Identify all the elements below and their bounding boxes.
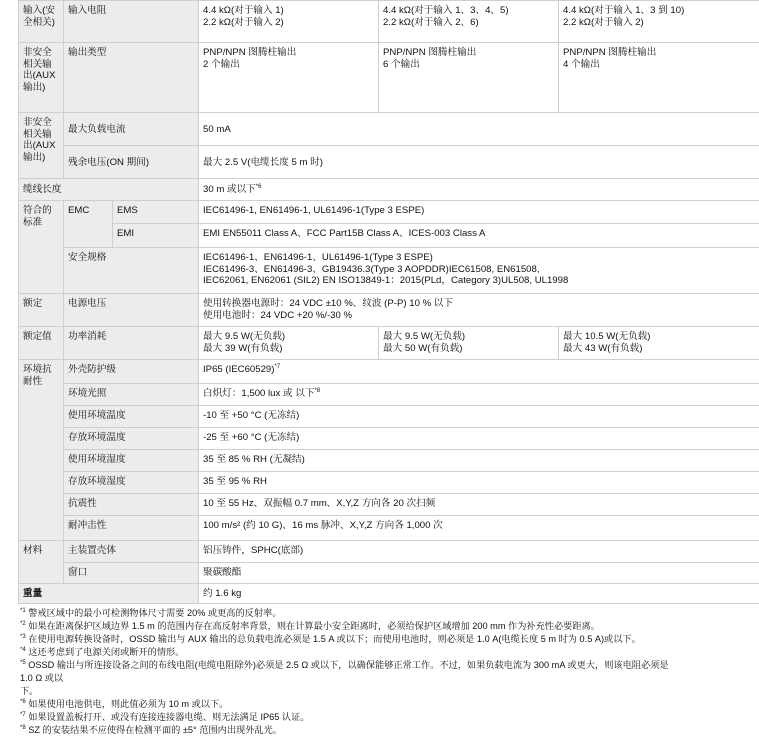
footnote-text: 这还考虑到了电源关闭或断开的情形。 bbox=[28, 647, 185, 657]
value-power-c3 bbox=[559, 327, 759, 360]
footnote bbox=[20, 607, 740, 620]
row-material-housing bbox=[19, 541, 759, 563]
value-env: -10 至 +50 °C (无冻结) bbox=[199, 406, 759, 428]
footnote-mark: *7 bbox=[20, 711, 26, 718]
category-aux-output: 非安全相关输出(AUX 输出) bbox=[19, 43, 64, 113]
value-input-c1 bbox=[199, 1, 379, 43]
value-output-c1 bbox=[199, 43, 379, 113]
footnote-text: 1.0 Ω 或以 bbox=[20, 673, 64, 683]
row-material-window bbox=[19, 563, 759, 584]
category-environment: 环境抗耐性 bbox=[19, 360, 64, 541]
footnote-mark: *2 bbox=[20, 620, 26, 627]
footnote-mark: *5 bbox=[20, 659, 26, 666]
value-line: IEC62061, EN62061 (SIL2) EN ISO13849-1：2015(PLd，Category 3)UL508, UL1998 bbox=[203, 275, 569, 286]
value-power-c2 bbox=[379, 327, 559, 360]
value-line: 使用电池时：24 VDC +20 %/-30 % bbox=[203, 309, 353, 321]
value-env: -25 至 +60 °C (无冻结) bbox=[199, 428, 759, 450]
row-ems bbox=[19, 201, 759, 224]
label-emc: EMC bbox=[64, 201, 113, 248]
label-power-consumption: 功率消耗 bbox=[64, 327, 199, 360]
row-power-voltage bbox=[19, 294, 759, 327]
category-input: 输入(安全相关) bbox=[19, 1, 64, 43]
row-residual-voltage bbox=[19, 146, 759, 179]
value-line: 4.4 kΩ(对于输入 1、3、4、5) bbox=[383, 5, 509, 16]
footnote bbox=[20, 620, 740, 633]
footnote-mark: *4 bbox=[20, 646, 26, 653]
value-line: PNP/NPN 图腾柱输出 bbox=[563, 47, 657, 58]
value-safety bbox=[199, 248, 759, 294]
footnote-text: OSSD 输出与所连接设备之间的布线电阻(电缆电阻除外)必须是 2.5 Ω 或以下，以确保能够正常工作。不过，如果负载电流为 300 mA 或更大，则该电阻必须是 bbox=[28, 660, 669, 670]
value-line: 使用转换器电源时：24 VDC ±10 %、纹波 (P-P) 10 % 以下 bbox=[203, 298, 453, 309]
footnote-text: SZ 的安装结果不应使得在检测平面的 ±5° 范围内出现外乱光。 bbox=[28, 725, 282, 735]
label-env: 耐冲击性 bbox=[64, 516, 199, 541]
row-cable-length bbox=[19, 179, 759, 201]
label-env: 存放环境湿度 bbox=[64, 472, 199, 494]
value-line: 最大 39 W(有负载) bbox=[203, 342, 283, 354]
label-env: 外壳防护级 bbox=[64, 360, 199, 384]
value-input-c2 bbox=[379, 1, 559, 43]
value-line: 最大 50 W(有负载) bbox=[383, 342, 463, 354]
value-line: 4.4 kΩ(对于输入 1、3 到 10) bbox=[563, 5, 685, 16]
footnote-mark: *3 bbox=[20, 633, 26, 640]
label-emi: EMI bbox=[113, 224, 199, 248]
value-env bbox=[199, 384, 759, 406]
value-residual-voltage: 最大 2.5 V(电缆长度 5 m 时) bbox=[199, 146, 759, 179]
value-env bbox=[199, 360, 759, 384]
value-line: 6 个输出 bbox=[383, 58, 420, 70]
label-output-type: 输出类型 bbox=[64, 43, 199, 113]
label-env: 抗震性 bbox=[64, 494, 199, 516]
value-output-c2 bbox=[379, 43, 559, 113]
label-main-housing: 主装置壳体 bbox=[64, 541, 199, 563]
value-env: 100 m/s² (约 10 G)、16 ms 脉冲、X,Y,Z 方向各 1,000 次 bbox=[199, 516, 759, 541]
value-output-c3 bbox=[559, 43, 759, 113]
row-power-consumption bbox=[19, 327, 759, 360]
row-env-storage-humidity bbox=[19, 472, 759, 494]
value-main-housing: 铝压铸件，SPHC(底部) bbox=[199, 541, 759, 563]
value-line: 4.4 kΩ(对于输入 1) bbox=[203, 5, 284, 16]
footnote bbox=[20, 633, 740, 646]
footnote bbox=[20, 724, 740, 737]
category-aux-output-2: 非安全相关输出(AUX 输出) bbox=[19, 113, 64, 179]
category-standards: 符合的标准 bbox=[19, 201, 64, 294]
footnote bbox=[20, 646, 740, 659]
value-weight: 约 1.6 kg bbox=[199, 584, 759, 604]
value-input-c3 bbox=[559, 1, 759, 43]
cable-length-text: 30 m 或以下 bbox=[203, 184, 256, 196]
footnote-text: 如果使用电池供电，则此值必须为 10 m 或以下。 bbox=[28, 699, 229, 709]
row-output-type bbox=[19, 43, 759, 113]
footnote-text: 在使用电源转换设备时，OSSD 输出与 AUX 输出的总负载电流必须是 1.5 A 或以下；而使用电池时，则必须是 1.0 A(电缆长度 5 m 时为 0.5 A)或以下。 bbox=[28, 634, 641, 644]
value-power-voltage bbox=[199, 294, 759, 327]
row-env-protection bbox=[19, 360, 759, 384]
label-env: 使用环境湿度 bbox=[64, 450, 199, 472]
value-window: 聚碳酸酯 bbox=[199, 563, 759, 584]
footnote-mark: *8 bbox=[20, 724, 26, 731]
footnote-mark: *1 bbox=[20, 607, 26, 614]
value-env: 35 至 85 % RH (无凝结) bbox=[199, 450, 759, 472]
value-line: 最大 9.5 W(无负载) bbox=[203, 331, 286, 342]
row-emi bbox=[19, 224, 759, 248]
footnote-continuation bbox=[20, 672, 740, 685]
value-env: 10 至 55 Hz、双振幅 0.7 mm、X,Y,Z 方向各 20 次扫频 bbox=[199, 494, 759, 516]
value-max-load: 50 mA bbox=[199, 113, 759, 146]
footnote bbox=[20, 698, 740, 711]
label-env: 使用环境温度 bbox=[64, 406, 199, 428]
category-rated: 额定 bbox=[19, 294, 64, 327]
value-cable-length bbox=[199, 179, 759, 201]
footnote bbox=[20, 711, 740, 724]
label-power-voltage: 电源电压 bbox=[64, 294, 199, 327]
label-ems: EMS bbox=[113, 201, 199, 224]
value-emi: EMI EN55011 Class A、FCC Part15B Class A、ICES-003 Class A bbox=[199, 224, 759, 248]
value-line: IEC61496-1、EN61496-1、UL61496-1(Type 3 ESPE) bbox=[203, 252, 433, 263]
footnote-text: 下。 bbox=[20, 686, 39, 696]
row-max-load bbox=[19, 113, 759, 146]
label-window: 窗口 bbox=[64, 563, 199, 584]
label-safety: 安全规格 bbox=[64, 248, 199, 294]
label-env: 存放环境温度 bbox=[64, 428, 199, 450]
label-residual-voltage: 残余电压(ON 期间) bbox=[64, 146, 199, 179]
footnote bbox=[20, 659, 740, 672]
row-env-ambient-light bbox=[19, 384, 759, 406]
label-input-resistance: 输入电阻 bbox=[64, 1, 199, 43]
footnote-mark: *6 bbox=[20, 698, 26, 705]
footnote-text: 警戒区域中的最小可检测物体尺寸需要 20% 或更高的反射率。 bbox=[28, 608, 282, 618]
value-text: 白炽灯：1,500 lux 或 以下 bbox=[203, 388, 315, 399]
footnote-text: 如果设置盖板打开、或没有连接连接器电缆、则无法满足 IP65 认证。 bbox=[28, 712, 310, 722]
label-weight: 重量 bbox=[19, 584, 199, 604]
row-env-operating-humidity bbox=[19, 450, 759, 472]
value-ems: IEC61496-1, EN61496-1, UL61496-1(Type 3 ESPE) bbox=[199, 201, 759, 224]
value-line: 2.2 kΩ(对于输入 2) bbox=[203, 16, 284, 28]
label-max-load: 最大负载电流 bbox=[64, 113, 199, 146]
value-line: PNP/NPN 图腾柱输出 bbox=[383, 47, 477, 58]
row-weight bbox=[19, 584, 759, 604]
category-material: 材料 bbox=[19, 541, 64, 584]
value-line: 4 个输出 bbox=[563, 58, 600, 70]
footnote-continuation bbox=[20, 685, 740, 698]
footnote-text: 如果在距离保护区域边界 1.5 m 的范围内存在高反射率背景，则在计算最小安全距离时，必须给保护区域增加 200 mm 作为补充性必要距离。 bbox=[28, 621, 600, 631]
label-cable-length: 缆线长度 bbox=[19, 179, 199, 201]
value-line: 最大 10.5 W(无负载) bbox=[563, 331, 651, 342]
value-line: IEC61496-3、EN61496-3、GB19436.3(Type 3 AOPDDR)IEC61508, EN61508, bbox=[203, 263, 540, 275]
footnote-ref: *6 bbox=[255, 184, 262, 191]
value-power-c1 bbox=[199, 327, 379, 360]
row-env-storage-temp bbox=[19, 428, 759, 450]
row-env-vibration bbox=[19, 494, 759, 516]
value-env: 35 至 95 % RH bbox=[199, 472, 759, 494]
row-input-resistance bbox=[19, 1, 759, 43]
footnote-ref: *7 bbox=[274, 363, 281, 370]
value-line: 最大 9.5 W(无负载) bbox=[383, 331, 466, 342]
value-text: IP65 (IEC60529) bbox=[203, 364, 275, 375]
row-safety bbox=[19, 248, 759, 294]
spec-table bbox=[18, 0, 759, 604]
value-line: 2.2 kΩ(对于输入 2) bbox=[563, 16, 644, 28]
footnote-ref: *8 bbox=[314, 387, 321, 394]
category-rated-value: 额定值 bbox=[19, 327, 64, 360]
value-line: 最大 43 W(有负载) bbox=[563, 342, 643, 354]
value-line: 2 个输出 bbox=[203, 58, 240, 70]
value-line: 2.2 kΩ(对于输入 2、6) bbox=[383, 16, 479, 28]
label-env: 环境光照 bbox=[64, 384, 199, 406]
footnotes bbox=[20, 607, 740, 737]
row-env-operating-temp bbox=[19, 406, 759, 428]
row-env-shock bbox=[19, 516, 759, 541]
value-line: PNP/NPN 图腾柱输出 bbox=[203, 47, 297, 58]
